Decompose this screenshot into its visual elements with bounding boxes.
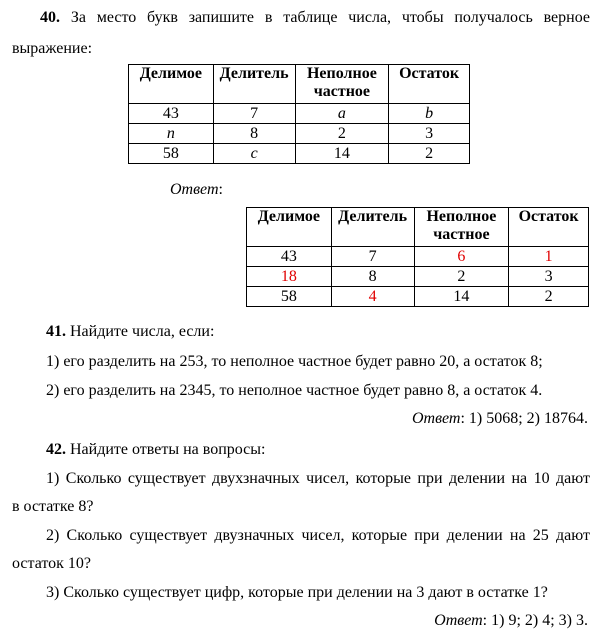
table-cell: n	[129, 124, 214, 144]
header-remainder: Остаток	[389, 65, 470, 104]
table-header-row	[247, 208, 589, 247]
header-quotient: Неполное частное	[295, 65, 389, 104]
table-cell: 2	[295, 124, 389, 144]
problem-41-text: Найдите числа, если:	[70, 323, 215, 340]
table-cell: 3	[389, 124, 470, 144]
header-divisor: Делитель	[331, 208, 414, 247]
table-cell: 2	[389, 144, 470, 164]
header-quotient: Неполное частное	[414, 208, 509, 247]
problem-41-answer	[412, 409, 588, 429]
problem-42-q3: 3) Сколько существует цифр, которые при делении на 3 дают в остатке 1?	[46, 584, 548, 601]
problem-41-item-2: 2) его разделить на 2345, то неполное частное будет равно 8, а остаток 4.	[46, 382, 543, 399]
answer-label: Ответ	[434, 612, 483, 629]
table-row	[247, 247, 589, 267]
table-cell: 8	[213, 124, 295, 144]
table-cell: 14	[295, 144, 389, 164]
table-cell: 2	[509, 287, 589, 307]
problem-42-q1-line-1: 1) Сколько существует двухзначных чисел, которые при делении на 10 дают	[46, 470, 590, 487]
header-divisor: Делитель	[213, 65, 295, 104]
table-row	[247, 287, 589, 307]
table-cell-answer: 1	[509, 247, 589, 267]
answer-text: : 1) 5068; 2) 18764.	[460, 410, 588, 427]
problem-42-q2-line-1: 2) Сколько существует двузначных чисел, которые при делении на 25 дают	[46, 527, 590, 544]
table-cell: b	[389, 104, 470, 124]
problem-40-answer-label	[170, 180, 223, 200]
answer-label: Ответ	[170, 181, 219, 198]
problem-40-line-1	[40, 8, 590, 28]
table-cell-answer: 4	[331, 287, 414, 307]
table-cell: 2	[414, 267, 509, 287]
problem-41-number: 41.	[46, 323, 66, 340]
problem-41-heading	[46, 322, 214, 342]
table-cell: 7	[331, 247, 414, 267]
table-row	[129, 124, 470, 144]
answer-label: Ответ	[411, 410, 461, 427]
table-cell: c	[213, 144, 295, 164]
table-cell: a	[295, 104, 389, 124]
table-row	[129, 104, 470, 124]
table-cell: 58	[247, 287, 332, 307]
problem-42-text: Найдите ответы на вопросы:	[70, 441, 266, 458]
problem-40-answer-table	[246, 207, 589, 307]
table-cell-answer: 6	[414, 247, 509, 267]
table-row	[129, 144, 470, 164]
table-cell: 7	[213, 104, 295, 124]
answer-text: : 1) 9; 2) 4; 3) 3.	[482, 612, 588, 629]
table-cell: 43	[129, 104, 214, 124]
answer-colon: :	[218, 181, 223, 198]
problem-42-heading	[46, 440, 265, 460]
problem-42-answer	[434, 611, 588, 631]
table-cell-answer: 18	[247, 267, 332, 287]
table-cell: 3	[509, 267, 589, 287]
header-remainder: Остаток	[509, 208, 589, 247]
problem-42-number: 42.	[46, 441, 66, 458]
table-cell: 58	[129, 144, 214, 164]
problem-42-q2-line-2: остаток 10?	[12, 555, 92, 572]
problem-40-number: 40.	[40, 9, 60, 26]
table-cell: 14	[414, 287, 509, 307]
problem-40-table	[128, 64, 470, 164]
table-cell: 8	[331, 267, 414, 287]
header-dividend: Делимое	[129, 65, 214, 104]
table-row	[247, 267, 589, 287]
problem-42-q1-line-2: в остатке 8?	[12, 498, 94, 515]
problem-40-text-2: выражение:	[12, 40, 93, 57]
table-cell: 43	[247, 247, 332, 267]
table-header-row	[129, 65, 470, 104]
problem-41-item-1: 1) его разделить на 253, то неполное частное будет равно 20, а остаток 8;	[46, 353, 543, 370]
problem-40-text-1: За место букв запишите в таблице числа, чтобы получалось верное	[70, 9, 591, 26]
header-dividend: Делимое	[247, 208, 332, 247]
